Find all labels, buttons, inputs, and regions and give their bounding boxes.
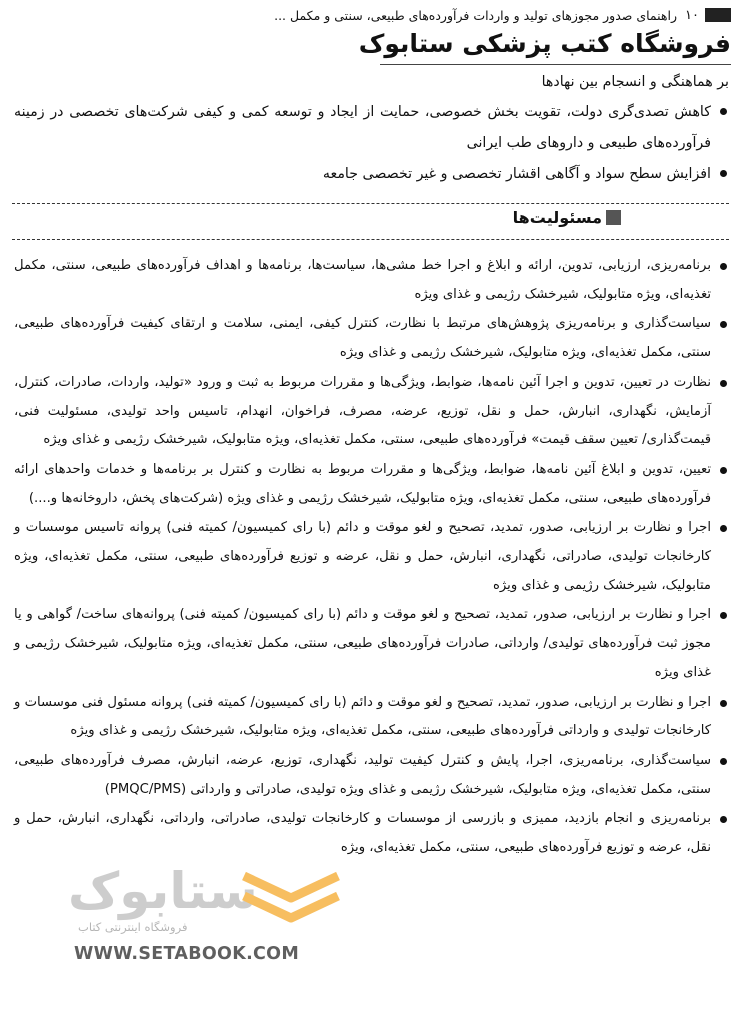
watermark-url: WWW.SETABOOK.COM	[74, 944, 300, 964]
list-item: برنامه‌ریزی، ارزیابی، تدوین، ارائه و ابلاغ و اجرا خط مشی‌ها، سیاست‌ها، برنامه‌ها و اهداف فرآورده‌های طبیعی، سنتی، مکمل تغذیه‌ای، ویژه متابولیک، شیرخشک رژیمی و غذای ویژه	[14, 252, 729, 309]
watermark-subtitle: فروشگاه اینترنتی کتاب	[78, 920, 188, 934]
intro-continuation: بر هماهنگی و انسجام بین نهادها	[541, 74, 729, 90]
chevron-logo-icon	[236, 868, 346, 928]
setabook-watermark	[60, 858, 380, 968]
list-item: سیاست‌گذاری، برنامه‌ریزی، اجرا، پایش و کنترل کیفیت تولید، نگهداری، توزیع، عرضه، انبارش، مصرف فرآورده‌های طبیعی، سنتی، مکمل تغذیه‌ای، ویژه متابولیک، شیرخشک رژیمی و غذای ویژه تولیدی، صادراتی و وارداتی (PMQC/PMS)	[14, 747, 729, 804]
running-title: راهنمای صدور مجوزهای تولید و واردات فرآورده‌های طبیعی، سنتی و مکمل ...	[274, 7, 678, 23]
list-item: برنامه‌ریزی و انجام بازدید، ممیزی و بازرسی از موسسات و کارخانجات تولیدی، صادراتی، وارداتی، نگهداری، انبارش، حمل و نقل، عرضه و توزیع فرآورده‌های طبیعی، سنتی، مکمل تغذیه‌ای، ویژه	[14, 805, 729, 862]
page-number: ۱۰	[685, 7, 699, 23]
dashed-divider	[12, 203, 729, 204]
watermark-logo-text: ستابوک	[68, 862, 258, 920]
square-bullet-icon	[606, 210, 621, 225]
responsibilities-list	[14, 252, 729, 864]
dashed-divider	[12, 239, 729, 240]
list-item: سیاست‌گذاری و برنامه‌ریزی پژوهش‌های مرتبط با نظارت، کنترل کیفی، ایمنی، سلامت و ارتقای کیفیت فرآورده‌های طبیعی، سنتی، مکمل تغذیه‌ای، ویژه متابولیک، شیرخشک رژیمی و غذای ویژه	[14, 310, 729, 367]
list-item: تعیین، تدوین و ابلاغ آئین نامه‌ها، ضوابط، ویژگی‌ها و مقررات مربوط به نظارت و کنترل بر برنامه‌ها و خدمات واحدهای ارائه فرآورده‌های طبیعی، سنتی، مکمل تغذیه‌ای، ویژه متابولیک، شیرخشک رژیمی و غذای ویژه (شرکت‌های پخش، داروخانه‌ها و....)	[14, 456, 729, 513]
list-item: اجرا و نظارت بر ارزیابی، صدور، تمدید، تصحیح و لغو موقت و دائم (با رای کمیسیون/ کمیته فنی) پروانه مسئول فنی موسسات و کارخانجات تولیدی و وارداتی فرآورده‌های طبیعی، سنتی، مکمل تغذیه‌ای، ویژه متابولیک، شیرخشک رژیمی و غذای ویژه	[14, 689, 729, 746]
list-item: کاهش تصدی‌گری دولت، تقویت بخش خصوصی، حمایت از ایجاد و توسعه کمی و کیفی شرکت‌های تخصصی در زمینه فرآورده‌های طبیعی و داروهای طب ایرانی	[14, 97, 729, 159]
section-title: مسئولیت‌ها	[512, 208, 602, 227]
header-bar	[705, 8, 731, 22]
section-heading	[513, 208, 621, 227]
list-item: افزایش سطح سواد و آگاهی اقشار تخصصی و غیر تخصصی جامعه	[14, 159, 729, 190]
intro-bullet-list	[14, 97, 729, 190]
list-item: اجرا و نظارت بر ارزیابی، صدور، تمدید، تصحیح و لغو موقت و دائم (با رای کمیسیون/ کمیته فنی) پروانه‌های ساخت/ گواهی و یا مجوز ثبت فرآورده‌های تولیدی/ وارداتی، صادرات فرآورده‌های طبیعی، سنتی، مکمل تغذیه‌ای، ویژه متابولیک، شیرخشک رژیمی و غذای ویژه	[14, 601, 729, 687]
list-item: اجرا و نظارت بر ارزیابی، صدور، تمدید، تصحیح و لغو موقت و دائم (با رای کمیسیون/ کمیته فنی) پروانه تاسیس موسسات و کارخانجات تولیدی، صادراتی، نگهداری، انبارش، حمل و نقل، عرضه و توزیع فرآورده‌های طبیعی، سنتی، مکمل تغذیه‌ای، ویژه متابولیک، شیرخشک رژیمی و غذای ویژه	[14, 514, 729, 600]
page-header	[20, 4, 731, 26]
store-name-rule	[380, 64, 731, 65]
store-name: فروشگاه کتب پزشکی ستابوک	[358, 29, 731, 58]
list-item: نظارت در تعیین، تدوین و اجرا آئین نامه‌ها، ضوابط، ویژگی‌ها و مقررات مربوط به ثبت و ورود «تولید، واردات، صادرات، کنترل، آزمایش، نگهداری، انبارش، حمل و نقل، توزیع، عرضه، مصرف، فراخوان، انهدام، تاسیس واحد تولیدی، مسئولیت فنی، قیمت‌گذاری/ تعیین سقف قیمت» فرآورده‌های طبیعی، سنتی، مکمل تغذیه‌ای، ویژه متابولیک، شیرخشک رژیمی و غذای ویژه	[14, 369, 729, 455]
